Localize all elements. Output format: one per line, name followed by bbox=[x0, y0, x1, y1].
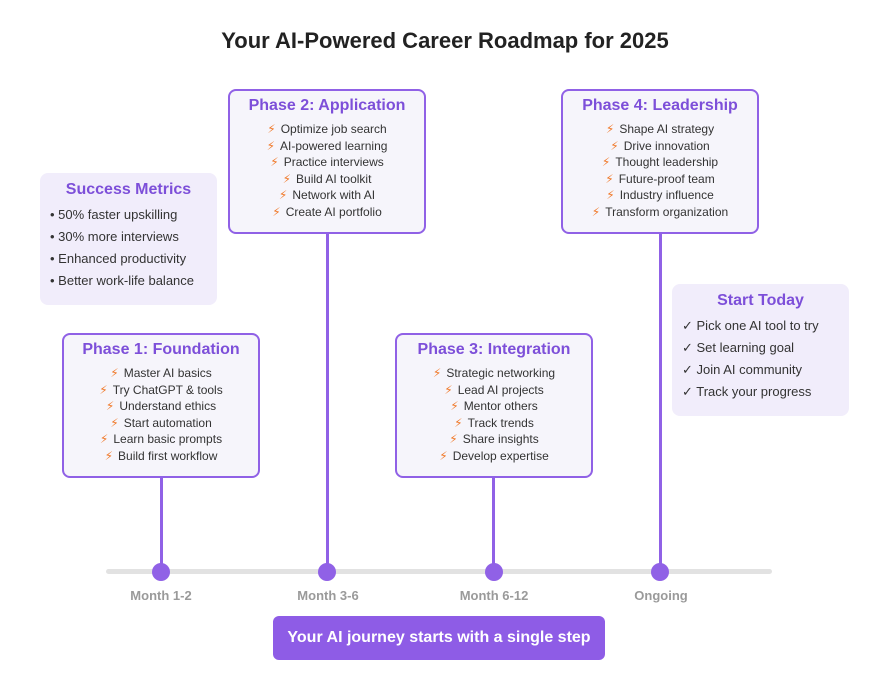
list-item bbox=[230, 204, 424, 221]
list-item bbox=[563, 154, 757, 171]
list-item-label: Start automation bbox=[123, 415, 212, 430]
lightning-icon: ⚡ bbox=[105, 399, 115, 414]
timeline-line bbox=[106, 569, 772, 574]
list-item-label: Transform organization bbox=[605, 204, 729, 219]
list-item-label: Understand ethics bbox=[119, 399, 217, 414]
lightning-icon: ⚡ bbox=[444, 382, 453, 397]
list-item-label: Build AI toolkit bbox=[296, 171, 372, 186]
list-item bbox=[230, 138, 424, 155]
phase-3-connector bbox=[492, 477, 495, 572]
list-item bbox=[397, 448, 591, 465]
list-item bbox=[563, 204, 757, 221]
list-item: ✓ Pick one AI tool to try bbox=[682, 318, 819, 333]
list-item-label: Build first workflow bbox=[118, 448, 218, 463]
list-item: • Enhanced productivity bbox=[50, 251, 187, 266]
journey-cta-banner: Your AI journey starts with a single step bbox=[273, 616, 605, 660]
list-item bbox=[397, 431, 591, 448]
list-item: ✓ Join AI community bbox=[682, 362, 802, 377]
phase-4-title: Phase 4: Leadership bbox=[582, 97, 738, 114]
phase-4-connector bbox=[659, 233, 662, 572]
list-item: • 50% faster upskilling bbox=[50, 207, 178, 222]
list-item bbox=[397, 398, 591, 415]
lightning-icon: ⚡ bbox=[270, 155, 279, 170]
timeline-dot-4 bbox=[651, 563, 669, 581]
list-item-label: Track trends bbox=[467, 415, 534, 430]
success-metrics-panel bbox=[40, 173, 217, 305]
list-item-label: Share insights bbox=[462, 432, 539, 447]
lightning-icon: ⚡ bbox=[282, 171, 292, 186]
start-today-list bbox=[672, 315, 849, 403]
timeline-dot-3 bbox=[485, 563, 503, 581]
phase-2-card bbox=[228, 89, 426, 234]
list-item-label: Shape AI strategy bbox=[619, 122, 715, 136]
list-item-label: Create AI portfolio bbox=[285, 204, 382, 219]
list-item bbox=[64, 448, 258, 465]
lightning-icon: ⚡ bbox=[99, 432, 109, 447]
phase-1-list bbox=[64, 365, 258, 465]
lightning-icon: ⚡ bbox=[267, 122, 276, 136]
list-item-label: Practice interviews bbox=[283, 155, 384, 170]
lightning-icon: ⚡ bbox=[110, 415, 119, 430]
list-item bbox=[397, 365, 591, 382]
list-item bbox=[64, 365, 258, 382]
list-item-label: Try ChatGPT & tools bbox=[112, 382, 223, 397]
phase-3-card bbox=[395, 333, 593, 478]
list-item bbox=[230, 187, 424, 204]
list-item bbox=[64, 415, 258, 432]
start-today-panel bbox=[672, 284, 849, 416]
lightning-icon: ⚡ bbox=[605, 122, 615, 136]
list-item-label: Mentor others bbox=[463, 399, 538, 414]
phase-1-title: Phase 1: Foundation bbox=[82, 341, 240, 358]
list-item bbox=[64, 382, 258, 399]
lightning-icon: ⚡ bbox=[266, 138, 276, 153]
list-item bbox=[397, 382, 591, 399]
list-item-label: Develop expertise bbox=[452, 448, 549, 463]
list-item-label: Future-proof team bbox=[618, 171, 715, 186]
list-item-label: Thought leadership bbox=[615, 155, 719, 170]
list-item: • Better work-life balance bbox=[50, 273, 195, 288]
timeline-dot-2 bbox=[318, 563, 336, 581]
lightning-icon: ⚡ bbox=[454, 415, 463, 430]
lightning-icon: ⚡ bbox=[432, 366, 442, 380]
lightning-icon: ⚡ bbox=[439, 448, 448, 463]
phase-3-title: Phase 3: Integration bbox=[417, 341, 571, 358]
lightning-icon: ⚡ bbox=[605, 171, 614, 186]
month-label-4: Ongoing bbox=[634, 588, 688, 603]
list-item-label: Industry influence bbox=[619, 188, 714, 203]
list-item bbox=[64, 398, 258, 415]
success-metrics-list bbox=[40, 204, 217, 292]
lightning-icon: ⚡ bbox=[591, 204, 601, 219]
lightning-icon: ⚡ bbox=[278, 188, 288, 203]
list-item-label: Network with AI bbox=[292, 188, 376, 203]
list-item: ✓ Set learning goal bbox=[682, 340, 795, 355]
phase-2-list bbox=[230, 121, 424, 221]
phase-1-card bbox=[62, 333, 260, 478]
lightning-icon: ⚡ bbox=[99, 382, 108, 397]
list-item-label: Lead AI projects bbox=[457, 382, 544, 397]
phase-2-connector bbox=[326, 233, 329, 572]
lightning-icon: ⚡ bbox=[449, 432, 458, 447]
list-item-label: AI-powered learning bbox=[280, 138, 388, 153]
lightning-icon: ⚡ bbox=[104, 448, 114, 463]
phase-4-list bbox=[563, 121, 757, 221]
list-item: ✓ Track your progress bbox=[682, 384, 812, 399]
month-label-2: Month 3-6 bbox=[297, 588, 359, 603]
timeline-dot-1 bbox=[152, 563, 170, 581]
list-item-label: Learn basic prompts bbox=[113, 432, 223, 447]
lightning-icon: ⚡ bbox=[606, 188, 615, 203]
page-title: Your AI-Powered Career Roadmap for 2025 bbox=[221, 28, 669, 53]
list-item: • 30% more interviews bbox=[50, 229, 179, 244]
start-today-title: Start Today bbox=[717, 292, 804, 309]
lightning-icon: ⚡ bbox=[272, 204, 281, 219]
list-item bbox=[563, 138, 757, 155]
list-item-label: Master AI basics bbox=[123, 366, 212, 380]
list-item bbox=[230, 171, 424, 188]
success-metrics-title: Success Metrics bbox=[65, 181, 192, 198]
list-item bbox=[397, 415, 591, 432]
list-item bbox=[563, 187, 757, 204]
lightning-icon: ⚡ bbox=[450, 399, 459, 414]
lightning-icon: ⚡ bbox=[610, 138, 619, 153]
list-item bbox=[64, 431, 258, 448]
list-item-label: Strategic networking bbox=[446, 366, 556, 380]
lightning-icon: ⚡ bbox=[110, 366, 119, 380]
list-item-label: Drive innovation bbox=[623, 138, 710, 153]
month-label-3: Month 6-12 bbox=[459, 588, 529, 603]
list-item bbox=[230, 121, 424, 138]
list-item bbox=[230, 154, 424, 171]
phase-3-list bbox=[397, 365, 591, 465]
month-label-1: Month 1-2 bbox=[130, 588, 192, 603]
phase-2-title: Phase 2: Application bbox=[248, 97, 406, 114]
lightning-icon: ⚡ bbox=[601, 155, 611, 170]
phase-4-card bbox=[561, 89, 759, 234]
list-item bbox=[563, 121, 757, 138]
list-item-label: Optimize job search bbox=[280, 122, 387, 136]
phase-1-connector bbox=[160, 477, 163, 572]
list-item bbox=[563, 171, 757, 188]
